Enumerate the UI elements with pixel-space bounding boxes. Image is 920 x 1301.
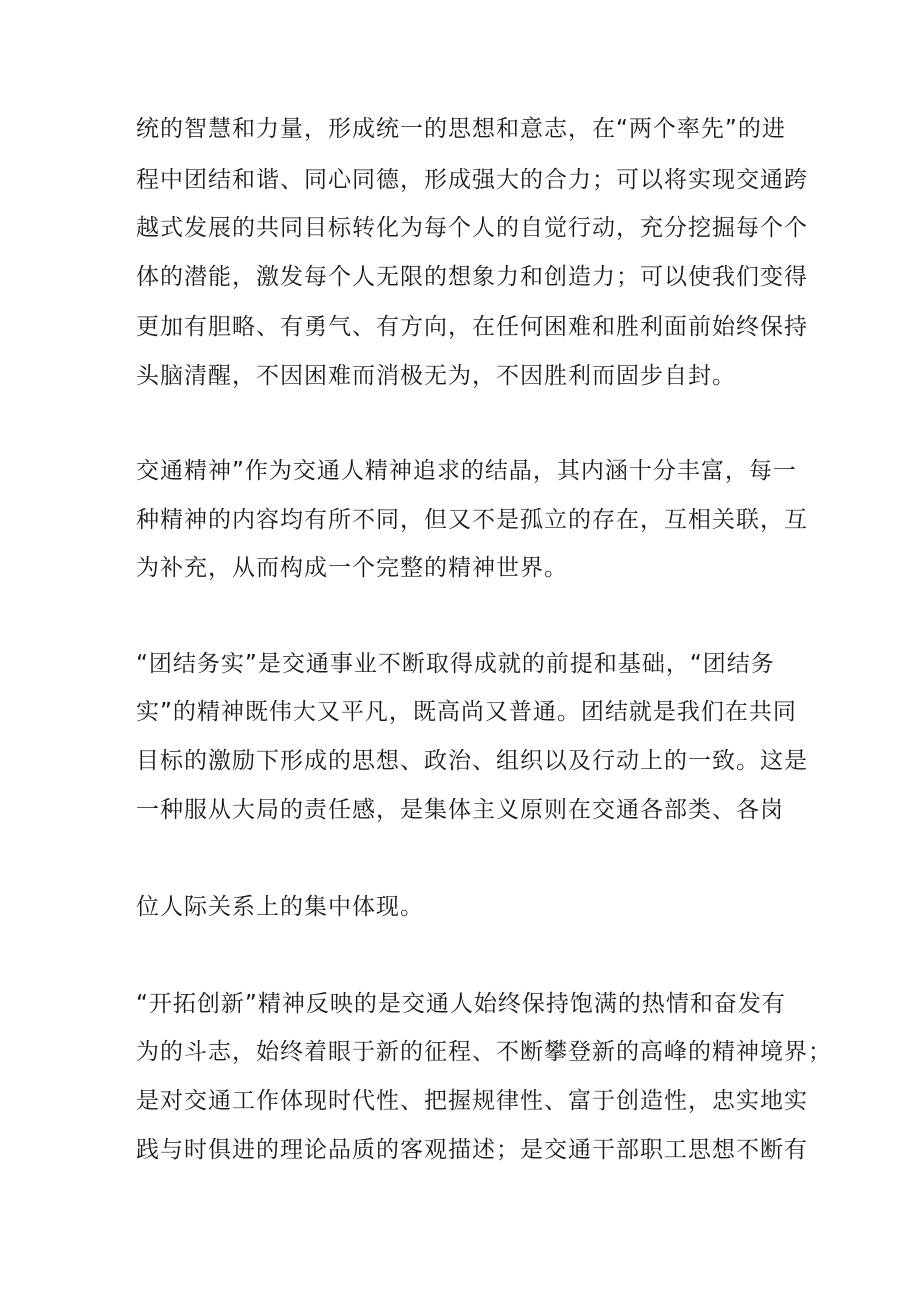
text-line: 为的斗志，始终着眼于新的征程、不断攀登新的高峰的精神境界； [136, 1039, 832, 1065]
text-line: 位人际关系上的集中体现。 [136, 894, 424, 920]
text-line: 是对交通工作体现时代性、把握规律性、富于创造性，忠实地实 [136, 1088, 808, 1114]
text-line: 目标的激励下形成的思想、政治、组织以及行动上的一致。这是 [136, 748, 808, 774]
text-line: 程中团结和谐、同心同德，形成强大的合力；可以将实现交通跨 [136, 167, 808, 193]
text-line: 践与时俱进的理论品质的客观描述；是交通干部职工思想不断有 [136, 1137, 808, 1163]
text-line: 头脑清醒，不因困难而消极无为，不因胜利而固步自封。 [136, 363, 736, 389]
text-line: 交通精神”作为交通人精神追求的结晶，其内涵十分丰富，每一 [136, 458, 797, 484]
text-line: 统的智慧和力量，形成统一的思想和意志，在“两个率先”的进 [136, 116, 786, 142]
text-line: 实”的精神既伟大又平凡，既高尚又普通。团结就是我们在共同 [136, 699, 797, 725]
text-line: 越式发展的共同目标转化为每个人的自觉行动，充分挖掘每个个 [136, 215, 808, 241]
text-line: 种精神的内容均有所不同，但又不是孤立的存在，互相关联，互 [136, 507, 808, 533]
text-line: “开拓创新”精神反映的是交通人始终保持饱满的热情和奋发有 [136, 991, 786, 1017]
text-line: 体的潜能，激发每个人无限的想象力和创造力；可以使我们变得 [136, 264, 808, 290]
text-line: 一种服从大局的责任感，是集体主义原则在交通各部类、各岗 [136, 797, 784, 823]
text-line: 为补充，从而构成一个完整的精神世界。 [136, 555, 568, 581]
text-line: 更加有胆略、有勇气、有方向，在任何困难和胜利面前始终保持 [136, 314, 808, 340]
text-line: “团结务实”是交通事业不断取得成就的前提和基础，“团结务 [136, 651, 775, 677]
